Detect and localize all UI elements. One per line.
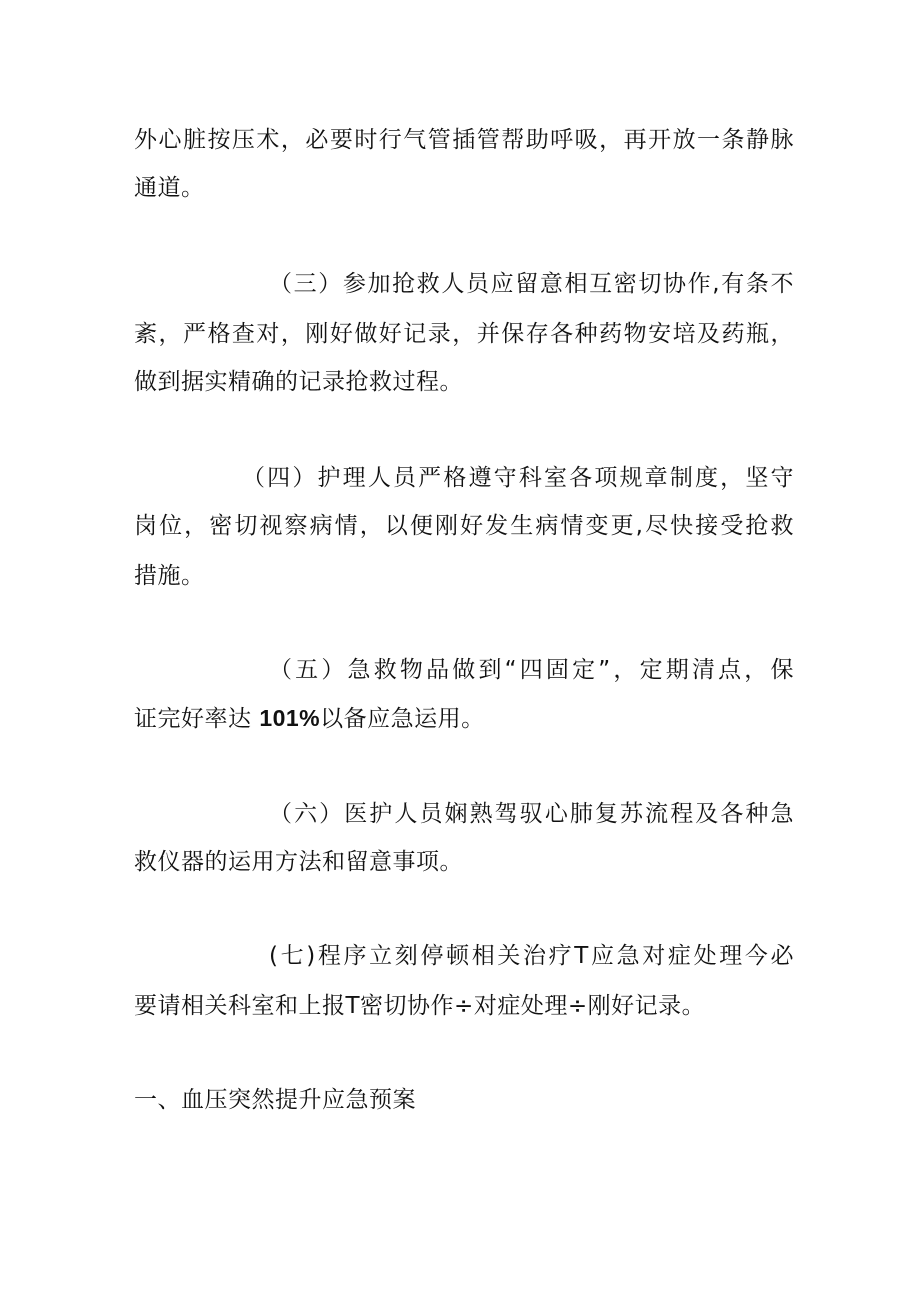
paragraph-4-line-2-start: 证完好率达 — [134, 706, 260, 732]
paragraph-4-line-2-end: 以备应急运用。 — [320, 706, 485, 732]
paragraph-5-line-1: （六）医护人员娴熟驾驭心肺复苏流程及各种急 — [269, 801, 794, 827]
paragraph-6-line-1: (七)程序立刻停顿相关治疗T应急对症处理今必 — [269, 943, 794, 969]
section-heading: 一、血压突然提升应急预案 — [134, 1087, 416, 1113]
paragraph-3-line-2: 岗位，密切视察病情，以便刚好发生病情变更,尽快接受抢救 — [134, 513, 794, 539]
paragraph-5-line-2: 救仪器的运用方法和留意事项。 — [134, 849, 463, 875]
paragraph-1-line-1: 外心脏按压术，必要时行气管插管帮助呼吸，再开放一条静脉 — [134, 127, 794, 153]
paragraph-3-line-3: 措施。 — [134, 563, 205, 589]
paragraph-4-line-1: （五）急救物品做到“四固定”，定期清点，保 — [269, 657, 794, 683]
paragraph-2-line-3: 做到据实精确的记录抢救过程。 — [134, 369, 463, 395]
paragraph-2-line-2: 紊，严格查对，刚好做好记录，并保存各种药物安培及药瓶， — [134, 321, 794, 347]
rate-value: 101% — [259, 705, 321, 731]
paragraph-6-line-2: 要请相关科室和上报T密切协作÷对症处理÷刚好记录。 — [134, 993, 706, 1019]
paragraph-2-line-1: （三）参加抢救人员应留意相互密切协作,有条不 — [269, 271, 794, 297]
paragraph-3-line-1: （四）护理人员严格遵守科室各项规章制度，坚守 — [242, 465, 794, 491]
paragraph-1-line-2: 通道。 — [134, 175, 205, 201]
paragraph-4-line-2 — [134, 702, 794, 735]
